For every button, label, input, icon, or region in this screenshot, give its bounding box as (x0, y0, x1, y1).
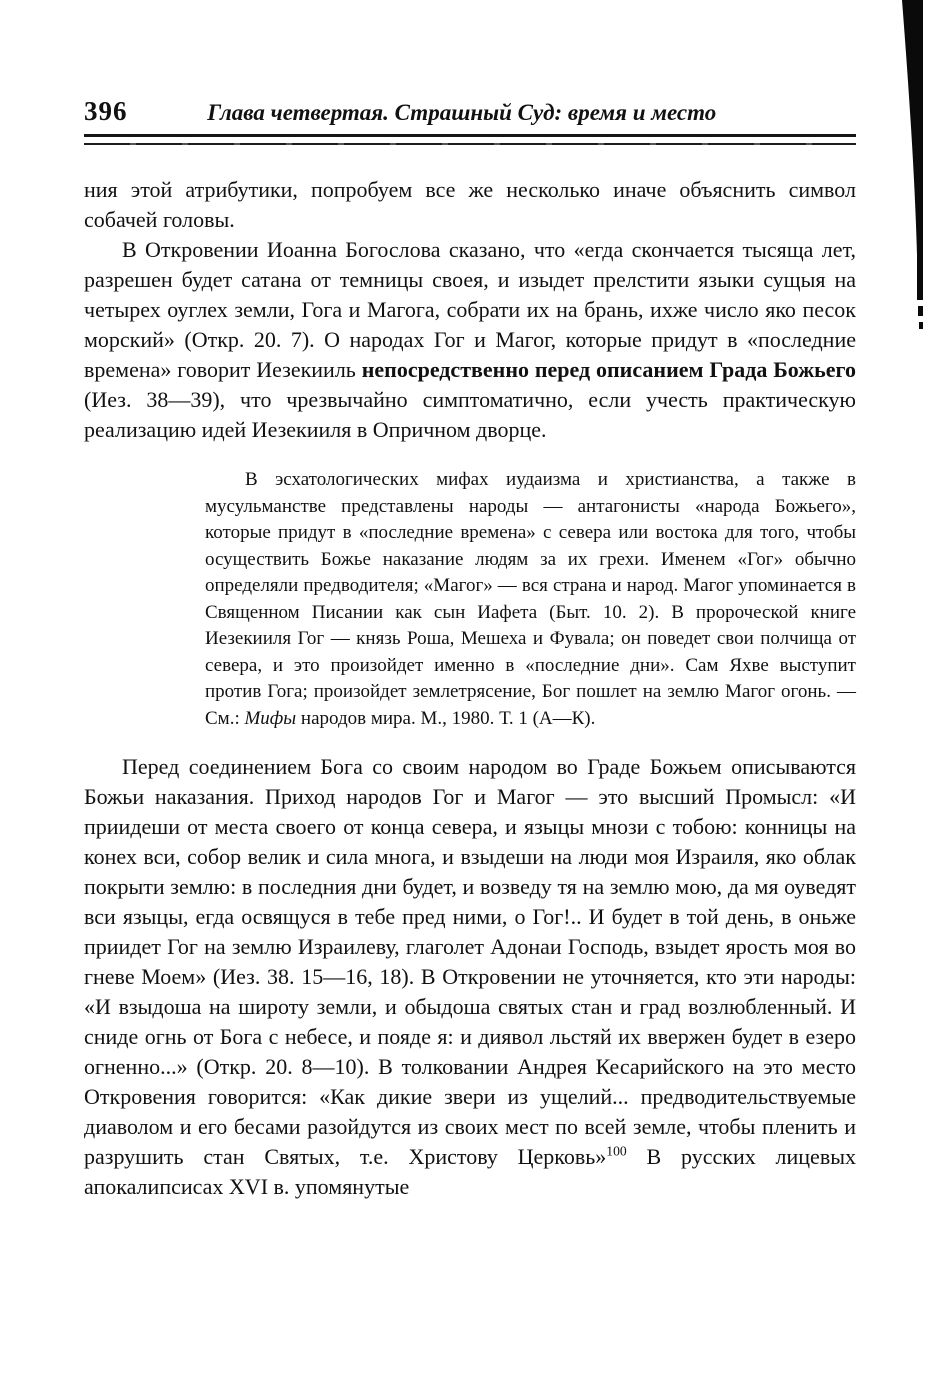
blockquote-eschatology-myths: В эсхатологических мифах иудаизма и христианства, а также в мусульманстве представлены народы — антагонисты «народа Божьего», которые придут в «последние времена» с севера или востока для того, чтобы осуществить Божье наказание людям за их грехи. Именем «Гог» обычно определяли предводителя; «Магог» — вся страна и народ. Магог упоминается в Священном Писании как сын Иафета (Быт. 10. 2). В пророческой книге Иезекииля Гог — князь Роша, Мешеха и Фувала; он поведет свои полчища от севера, и это произойдет именно в «последние дни». Сам Яхве выступит против Гога; произойдет землетрясение, Бог пошлет на землю Магог огонь. — См.: Мифы народов мира. М., 1980. Т. 1 (А—К). (205, 469, 856, 729)
scan-edge-artifact (902, 0, 928, 360)
running-header (84, 96, 856, 127)
paragraph-continuation: ния этой атрибутики, попробуем все же несколько иначе объяснить символ собачей головы. (84, 177, 856, 232)
header-rule-thick (84, 134, 856, 137)
header-rule-thin (84, 143, 856, 145)
running-title: Глава четвертая. Страшный Суд: время и место (207, 100, 717, 125)
text-column (84, 96, 856, 1202)
paragraph-revelation: В Откровении Иоанна Богослова сказано, что «егда скончается тысяща лет, разрешен будет сатана от темницы своея, и изыдет прелстити языки сущыя на четырех оуглех земли, Гога и Магога, собрати их на брань, ихже число яко песок морский» (Откр. 20. 7). О народах Гог и Магог, которые придут в «последние времена» говорит Иезекииль непосредственно перед описанием Града Божьего (Иез. 38—39), что чрезвычайно симптоматично, если учесть практическую реализацию идей Иезекииля в Опричном дворце. (84, 237, 856, 442)
body-text (84, 175, 856, 1202)
paragraph-gog-magog: Перед соединением Бога со своим народом во Граде Божьем описываются Божьи наказания. Приход народов Гог и Магог — это высший Промысл: «И приидеши от места своего от конца севера, и языцы мнози с тобою: конницы на конех вси, собор велик и сила многа, и взыдеши на люди моя Израиля, яко облак покрыти землю: в последния дни будет, и возведу тя на землю мою, да мя оуведят вси языцы, егда освящуся в тебе пред ними, о Гог!.. И будет в той день, в оньже приидет Гог на землю Израилеву, глаголет Адонаи Господь, взыдет ярость моя во гневе Моем» (Иез. 38. 15—16, 18). В Откровении не уточняется, кто эти народы: «И взыдоша на широту земли, и обыдоша святых стан и град возлюбленный. И сниде огнь от Бога с небесе, и пояде я: и диявол льстяй их ввержен будет в езеро огненно...» (Откр. 20. 8—10). В толковании Андрея Кесарийского на это место Откровения говорится: «Как дикие звери из ущелий... предводительствуемые диаволом и его бесами разойдутся из своих мест по всей земле, чтобы пленить и разрушить стан Святых, т.е. Христову Церковь»$^{100}$ В русских лицевых апокалипсисах XVI в. упомянутые (84, 754, 856, 1199)
page-number: 396 (84, 96, 128, 126)
